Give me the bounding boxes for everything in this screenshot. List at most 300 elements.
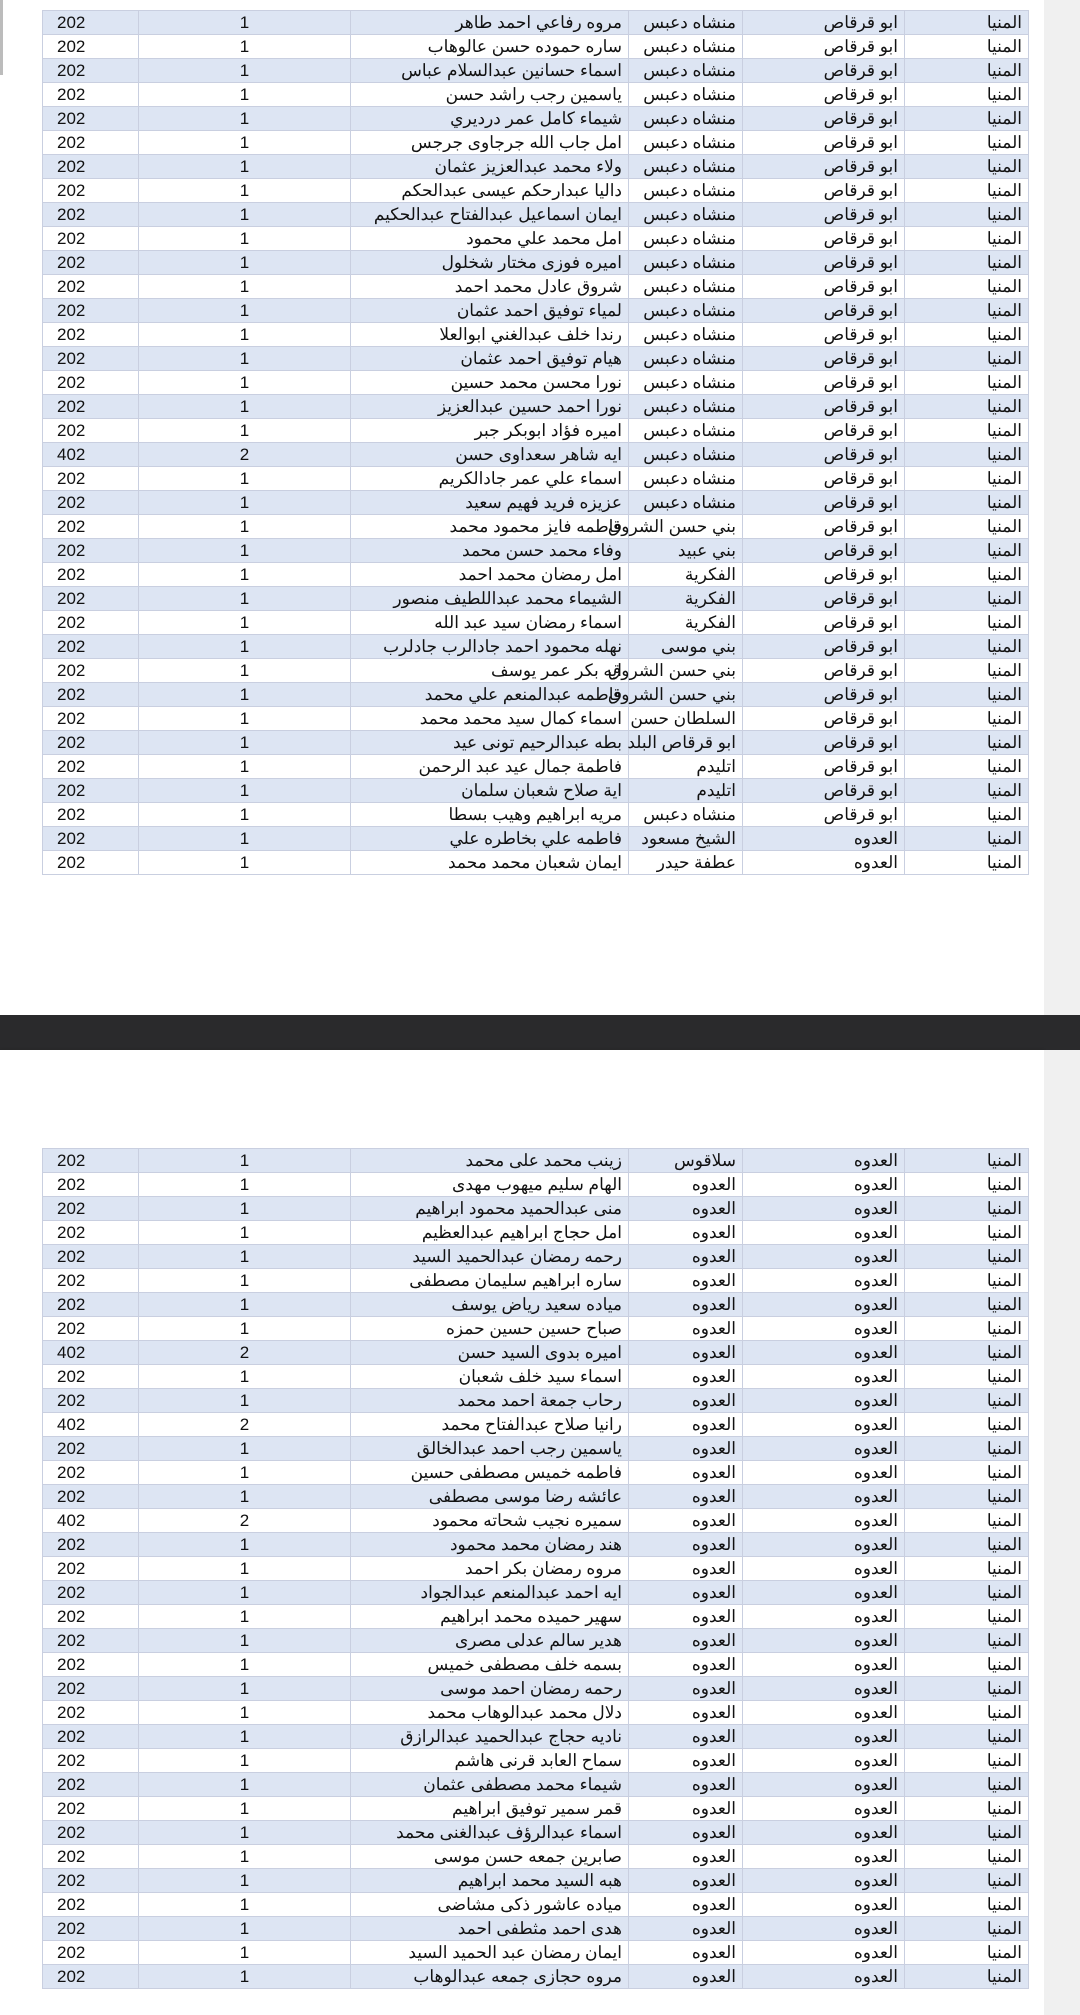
code-cell: 402 bbox=[43, 1509, 139, 1533]
governorate-cell: المنيا bbox=[905, 491, 1029, 515]
quantity-cell: 1 bbox=[139, 1533, 351, 1557]
quantity-cell: 1 bbox=[139, 755, 351, 779]
table-row bbox=[43, 491, 1029, 515]
village-cell: العدوه bbox=[629, 1629, 743, 1653]
quantity-cell: 1 bbox=[139, 1845, 351, 1869]
code-cell: 202 bbox=[43, 1677, 139, 1701]
center-cell: العدوه bbox=[743, 1677, 905, 1701]
code-cell: 202 bbox=[43, 275, 139, 299]
center-cell: العدوه bbox=[743, 1893, 905, 1917]
center-cell: ابو قرقاص bbox=[743, 419, 905, 443]
center-cell: ابو قرقاص bbox=[743, 179, 905, 203]
village-cell: العدوه bbox=[629, 1941, 743, 1965]
governorate-cell: المنيا bbox=[905, 1749, 1029, 1773]
name-cell: فاطمه خميس مصطفى حسين bbox=[351, 1461, 629, 1485]
name-cell: امل جاب الله جرجاوى جرجس bbox=[351, 131, 629, 155]
table-row bbox=[43, 1149, 1029, 1173]
quantity-cell: 1 bbox=[139, 1605, 351, 1629]
governorate-cell: المنيا bbox=[905, 1509, 1029, 1533]
village-cell: العدوه bbox=[629, 1509, 743, 1533]
quantity-cell: 1 bbox=[139, 1149, 351, 1173]
table-row bbox=[43, 203, 1029, 227]
village-cell: العدوه bbox=[629, 1581, 743, 1605]
center-cell: ابو قرقاص bbox=[743, 299, 905, 323]
village-cell: العدوه bbox=[629, 1437, 743, 1461]
code-cell: 202 bbox=[43, 1557, 139, 1581]
code-cell: 202 bbox=[43, 395, 139, 419]
code-cell: 202 bbox=[43, 1485, 139, 1509]
name-cell: رانيا صلاح عبدالفتاح محمد bbox=[351, 1413, 629, 1437]
village-cell: العدوه bbox=[629, 1293, 743, 1317]
table-row bbox=[43, 1197, 1029, 1221]
code-cell: 202 bbox=[43, 731, 139, 755]
center-cell: العدوه bbox=[743, 1293, 905, 1317]
name-cell: وفاء محمد حسن محمد bbox=[351, 539, 629, 563]
village-cell: العدوه bbox=[629, 1557, 743, 1581]
quantity-cell: 1 bbox=[139, 1725, 351, 1749]
quantity-cell: 1 bbox=[139, 731, 351, 755]
village-cell: عطفة حيدر bbox=[629, 851, 743, 875]
governorate-cell: المنيا bbox=[905, 1917, 1029, 1941]
governorate-cell: المنيا bbox=[905, 515, 1029, 539]
name-cell: شيماء كامل عمر درديري bbox=[351, 107, 629, 131]
table-row bbox=[43, 1341, 1029, 1365]
code-cell: 202 bbox=[43, 539, 139, 563]
governorate-cell: المنيا bbox=[905, 1341, 1029, 1365]
quantity-cell: 1 bbox=[139, 1581, 351, 1605]
table-row bbox=[43, 1509, 1029, 1533]
table-row bbox=[43, 227, 1029, 251]
code-cell: 202 bbox=[43, 611, 139, 635]
code-cell: 202 bbox=[43, 1173, 139, 1197]
table-row bbox=[43, 1581, 1029, 1605]
quantity-cell: 1 bbox=[139, 1917, 351, 1941]
table-row bbox=[43, 659, 1029, 683]
table-row bbox=[43, 1629, 1029, 1653]
governorate-cell: المنيا bbox=[905, 1437, 1029, 1461]
name-cell: مياده عاشور ذكى مشاضى bbox=[351, 1893, 629, 1917]
name-cell: بسمه خلف مصطفى خميس bbox=[351, 1653, 629, 1677]
village-cell: منشاه دعبس bbox=[629, 35, 743, 59]
center-cell: ابو قرقاص bbox=[743, 227, 905, 251]
quantity-cell: 1 bbox=[139, 59, 351, 83]
table-row bbox=[43, 755, 1029, 779]
village-cell: العدوه bbox=[629, 1461, 743, 1485]
name-cell: ايه شاهر سعداوى حسن bbox=[351, 443, 629, 467]
quantity-cell: 1 bbox=[139, 1173, 351, 1197]
governorate-cell: المنيا bbox=[905, 1701, 1029, 1725]
code-cell: 202 bbox=[43, 1269, 139, 1293]
center-cell: ابو قرقاص bbox=[743, 659, 905, 683]
table-row bbox=[43, 1389, 1029, 1413]
name-cell: الهام سليم ميهوب مهدى bbox=[351, 1173, 629, 1197]
code-cell: 202 bbox=[43, 779, 139, 803]
village-cell: العدوه bbox=[629, 1797, 743, 1821]
center-cell: ابو قرقاص bbox=[743, 467, 905, 491]
governorate-cell: المنيا bbox=[905, 203, 1029, 227]
table-row bbox=[43, 1701, 1029, 1725]
code-cell: 202 bbox=[43, 635, 139, 659]
village-cell: منشاه دعبس bbox=[629, 83, 743, 107]
village-cell: منشاه دعبس bbox=[629, 323, 743, 347]
table-row bbox=[43, 1557, 1029, 1581]
center-cell: العدوه bbox=[743, 1149, 905, 1173]
village-cell: العدوه bbox=[629, 1173, 743, 1197]
center-cell: العدوه bbox=[743, 1605, 905, 1629]
center-cell: ابو قرقاص bbox=[743, 491, 905, 515]
quantity-cell: 2 bbox=[139, 1413, 351, 1437]
table-row bbox=[43, 59, 1029, 83]
name-cell: امل محمد علي محمود bbox=[351, 227, 629, 251]
quantity-cell: 1 bbox=[139, 539, 351, 563]
name-cell: رحمه رمضان احمد موسى bbox=[351, 1677, 629, 1701]
center-cell: ابو قرقاص bbox=[743, 611, 905, 635]
village-cell: العدوه bbox=[629, 1317, 743, 1341]
governorate-cell: المنيا bbox=[905, 635, 1029, 659]
code-cell: 202 bbox=[43, 467, 139, 491]
governorate-cell: المنيا bbox=[905, 155, 1029, 179]
governorate-cell: المنيا bbox=[905, 1869, 1029, 1893]
name-cell: فاطمه فايز محمود محمد bbox=[351, 515, 629, 539]
center-cell: ابو قرقاص bbox=[743, 59, 905, 83]
center-cell: العدوه bbox=[743, 1341, 905, 1365]
governorate-cell: المنيا bbox=[905, 1893, 1029, 1917]
village-cell: منشاه دعبس bbox=[629, 371, 743, 395]
code-cell: 202 bbox=[43, 491, 139, 515]
name-cell: شروق عادل محمد احمد bbox=[351, 275, 629, 299]
code-cell: 202 bbox=[43, 803, 139, 827]
quantity-cell: 2 bbox=[139, 1509, 351, 1533]
quantity-cell: 1 bbox=[139, 1869, 351, 1893]
quantity-cell: 1 bbox=[139, 827, 351, 851]
name-cell: نورا احمد حسين عبدالعزيز bbox=[351, 395, 629, 419]
name-cell: ياسمين رجب احمد عبدالخالق bbox=[351, 1437, 629, 1461]
governorate-cell: المنيا bbox=[905, 371, 1029, 395]
code-cell: 202 bbox=[43, 1629, 139, 1653]
center-cell: العدوه bbox=[743, 1917, 905, 1941]
center-cell: ابو قرقاص bbox=[743, 587, 905, 611]
governorate-cell: المنيا bbox=[905, 587, 1029, 611]
quantity-cell: 1 bbox=[139, 779, 351, 803]
village-cell: العدوه bbox=[629, 1413, 743, 1437]
table-row bbox=[43, 1845, 1029, 1869]
village-cell: العدوه bbox=[629, 1605, 743, 1629]
code-cell: 202 bbox=[43, 707, 139, 731]
table-row bbox=[43, 11, 1029, 35]
beneficiary-table-page-2 bbox=[42, 1148, 1029, 1989]
center-cell: العدوه bbox=[743, 1701, 905, 1725]
code-cell: 202 bbox=[43, 227, 139, 251]
code-cell: 202 bbox=[43, 1605, 139, 1629]
code-cell: 202 bbox=[43, 419, 139, 443]
governorate-cell: المنيا bbox=[905, 35, 1029, 59]
quantity-cell: 1 bbox=[139, 1365, 351, 1389]
name-cell: هبه السيد محمد ابراهيم bbox=[351, 1869, 629, 1893]
table-row bbox=[43, 1797, 1029, 1821]
quantity-cell: 1 bbox=[139, 1461, 351, 1485]
governorate-cell: المنيا bbox=[905, 251, 1029, 275]
table-row bbox=[43, 539, 1029, 563]
village-cell: العدوه bbox=[629, 1389, 743, 1413]
name-cell: سماح العابد قرنى هاشم bbox=[351, 1749, 629, 1773]
page-separator bbox=[0, 1015, 1080, 1050]
quantity-cell: 1 bbox=[139, 491, 351, 515]
center-cell: العدوه bbox=[743, 1317, 905, 1341]
village-cell: العدوه bbox=[629, 1773, 743, 1797]
governorate-cell: المنيا bbox=[905, 83, 1029, 107]
center-cell: العدوه bbox=[743, 1365, 905, 1389]
name-cell: بطه عبدالرحيم تونى عيد bbox=[351, 731, 629, 755]
quantity-cell: 1 bbox=[139, 347, 351, 371]
village-cell: منشاه دعبس bbox=[629, 227, 743, 251]
quantity-cell: 1 bbox=[139, 635, 351, 659]
governorate-cell: المنيا bbox=[905, 803, 1029, 827]
name-cell: اسماء عبدالرؤف عبدالغنى محمد bbox=[351, 1821, 629, 1845]
governorate-cell: المنيا bbox=[905, 227, 1029, 251]
village-cell: العدوه bbox=[629, 1197, 743, 1221]
governorate-cell: المنيا bbox=[905, 659, 1029, 683]
governorate-cell: المنيا bbox=[905, 1725, 1029, 1749]
quantity-cell: 1 bbox=[139, 611, 351, 635]
quantity-cell: 1 bbox=[139, 1653, 351, 1677]
village-cell: منشاه دعبس bbox=[629, 299, 743, 323]
name-cell: الشيماء محمد عبداللطيف منصور bbox=[351, 587, 629, 611]
quantity-cell: 1 bbox=[139, 251, 351, 275]
name-cell: ايمان اسماعيل عبدالفتاح عبدالحكيم bbox=[351, 203, 629, 227]
quantity-cell: 1 bbox=[139, 1437, 351, 1461]
code-cell: 202 bbox=[43, 1197, 139, 1221]
code-cell: 202 bbox=[43, 1365, 139, 1389]
center-cell: العدوه bbox=[743, 827, 905, 851]
governorate-cell: المنيا bbox=[905, 107, 1029, 131]
name-cell: رندا خلف عبدالغني ابوالعلا bbox=[351, 323, 629, 347]
governorate-cell: المنيا bbox=[905, 179, 1029, 203]
village-cell: العدوه bbox=[629, 1341, 743, 1365]
code-cell: 202 bbox=[43, 155, 139, 179]
village-cell: بني موسى bbox=[629, 635, 743, 659]
center-cell: العدوه bbox=[743, 1485, 905, 1509]
table-row bbox=[43, 1461, 1029, 1485]
center-cell: العدوه bbox=[743, 1821, 905, 1845]
code-cell: 202 bbox=[43, 683, 139, 707]
quantity-cell: 1 bbox=[139, 1557, 351, 1581]
quantity-cell: 1 bbox=[139, 1317, 351, 1341]
village-cell: بني عبيد bbox=[629, 539, 743, 563]
center-cell: ابو قرقاص bbox=[743, 275, 905, 299]
table-row bbox=[43, 635, 1029, 659]
governorate-cell: المنيا bbox=[905, 299, 1029, 323]
code-cell: 202 bbox=[43, 299, 139, 323]
table-row bbox=[43, 443, 1029, 467]
governorate-cell: المنيا bbox=[905, 683, 1029, 707]
governorate-cell: المنيا bbox=[905, 1293, 1029, 1317]
governorate-cell: المنيا bbox=[905, 443, 1029, 467]
village-cell: العدوه bbox=[629, 1749, 743, 1773]
code-cell: 202 bbox=[43, 1917, 139, 1941]
village-cell: منشاه دعبس bbox=[629, 275, 743, 299]
quantity-cell: 1 bbox=[139, 1245, 351, 1269]
table-row bbox=[43, 1173, 1029, 1197]
governorate-cell: المنيا bbox=[905, 1581, 1029, 1605]
center-cell: ابو قرقاص bbox=[743, 11, 905, 35]
quantity-cell: 1 bbox=[139, 1485, 351, 1509]
governorate-cell: المنيا bbox=[905, 1245, 1029, 1269]
governorate-cell: المنيا bbox=[905, 1677, 1029, 1701]
center-cell: ابو قرقاص bbox=[743, 323, 905, 347]
code-cell: 202 bbox=[43, 515, 139, 539]
name-cell: ايه بكر عمر يوسف bbox=[351, 659, 629, 683]
name-cell: ساره حموده حسن عالوهاب bbox=[351, 35, 629, 59]
code-cell: 202 bbox=[43, 851, 139, 875]
table-row bbox=[43, 1317, 1029, 1341]
code-cell: 202 bbox=[43, 347, 139, 371]
village-cell: منشاه دعبس bbox=[629, 59, 743, 83]
table-row bbox=[43, 83, 1029, 107]
quantity-cell: 1 bbox=[139, 83, 351, 107]
name-cell: عائشه رضا موسى مصطفى bbox=[351, 1485, 629, 1509]
code-cell: 202 bbox=[43, 107, 139, 131]
code-cell: 202 bbox=[43, 563, 139, 587]
governorate-cell: المنيا bbox=[905, 1557, 1029, 1581]
quantity-cell: 1 bbox=[139, 1221, 351, 1245]
center-cell: ابو قرقاص bbox=[743, 563, 905, 587]
name-cell: رحمه رمضان عبدالحميد السيد bbox=[351, 1245, 629, 1269]
code-cell: 202 bbox=[43, 1389, 139, 1413]
village-cell: منشاه دعبس bbox=[629, 347, 743, 371]
center-cell: العدوه bbox=[743, 1245, 905, 1269]
governorate-cell: المنيا bbox=[905, 1485, 1029, 1509]
quantity-cell: 1 bbox=[139, 299, 351, 323]
table-row bbox=[43, 131, 1029, 155]
name-cell: دلال محمد عبدالوهاب محمد bbox=[351, 1701, 629, 1725]
village-cell: منشاه دعبس bbox=[629, 251, 743, 275]
table-row bbox=[43, 395, 1029, 419]
code-cell: 202 bbox=[43, 1293, 139, 1317]
scroll-edge bbox=[0, 0, 3, 75]
name-cell: اية صلاح شعبان سلمان bbox=[351, 779, 629, 803]
name-cell: ياسمين رجب راشد حسن bbox=[351, 83, 629, 107]
table-row bbox=[43, 251, 1029, 275]
center-cell: العدوه bbox=[743, 1533, 905, 1557]
name-cell: منى عبدالحميد محمود ابراهيم bbox=[351, 1197, 629, 1221]
village-cell: العدوه bbox=[629, 1533, 743, 1557]
village-cell: ابو قرقاص البلد bbox=[629, 731, 743, 755]
village-cell: العدوه bbox=[629, 1965, 743, 1989]
code-cell: 202 bbox=[43, 1941, 139, 1965]
quantity-cell: 1 bbox=[139, 1893, 351, 1917]
village-cell: العدوه bbox=[629, 1725, 743, 1749]
code-cell: 202 bbox=[43, 1533, 139, 1557]
village-cell: العدوه bbox=[629, 1845, 743, 1869]
center-cell: ابو قرقاص bbox=[743, 347, 905, 371]
code-cell: 202 bbox=[43, 1965, 139, 1989]
table-row bbox=[43, 587, 1029, 611]
name-cell: رحاب جمعة احمد محمد bbox=[351, 1389, 629, 1413]
code-cell: 202 bbox=[43, 1581, 139, 1605]
village-cell: الفكرية bbox=[629, 563, 743, 587]
center-cell: العدوه bbox=[743, 1869, 905, 1893]
table-row bbox=[43, 1941, 1029, 1965]
table-row bbox=[43, 707, 1029, 731]
code-cell: 202 bbox=[43, 1221, 139, 1245]
name-cell: امل رمضان محمد احمد bbox=[351, 563, 629, 587]
table-row bbox=[43, 1269, 1029, 1293]
quantity-cell: 1 bbox=[139, 1749, 351, 1773]
village-cell: سلاقوس bbox=[629, 1149, 743, 1173]
code-cell: 202 bbox=[43, 587, 139, 611]
village-cell: منشاه دعبس bbox=[629, 107, 743, 131]
governorate-cell: المنيا bbox=[905, 1845, 1029, 1869]
village-cell: منشاه دعبس bbox=[629, 155, 743, 179]
table-row bbox=[43, 1533, 1029, 1557]
table-row bbox=[43, 683, 1029, 707]
table-row bbox=[43, 155, 1029, 179]
governorate-cell: المنيا bbox=[905, 323, 1029, 347]
name-cell: فاطمه عبدالمنعم علي محمد bbox=[351, 683, 629, 707]
governorate-cell: المنيا bbox=[905, 467, 1029, 491]
quantity-cell: 1 bbox=[139, 587, 351, 611]
quantity-cell: 1 bbox=[139, 1389, 351, 1413]
code-cell: 202 bbox=[43, 1845, 139, 1869]
governorate-cell: المنيا bbox=[905, 1173, 1029, 1197]
table-row bbox=[43, 1773, 1029, 1797]
name-cell: شيماء محمد مصطفى عثمان bbox=[351, 1773, 629, 1797]
code-cell: 202 bbox=[43, 59, 139, 83]
governorate-cell: المنيا bbox=[905, 1365, 1029, 1389]
governorate-cell: المنيا bbox=[905, 1605, 1029, 1629]
table-row bbox=[43, 1869, 1029, 1893]
quantity-cell: 1 bbox=[139, 203, 351, 227]
table-row bbox=[43, 1917, 1029, 1941]
table-row bbox=[43, 563, 1029, 587]
governorate-cell: المنيا bbox=[905, 1413, 1029, 1437]
quantity-cell: 2 bbox=[139, 443, 351, 467]
governorate-cell: المنيا bbox=[905, 1533, 1029, 1557]
governorate-cell: المنيا bbox=[905, 779, 1029, 803]
center-cell: العدوه bbox=[743, 1197, 905, 1221]
name-cell: صابرين جمعه حسن موسى bbox=[351, 1845, 629, 1869]
quantity-cell: 1 bbox=[139, 35, 351, 59]
name-cell: مياده سعيد رياض يوسف bbox=[351, 1293, 629, 1317]
code-cell: 202 bbox=[43, 1245, 139, 1269]
name-cell: اميره فوزى مختار شخلول bbox=[351, 251, 629, 275]
quantity-cell: 1 bbox=[139, 155, 351, 179]
code-cell: 202 bbox=[43, 131, 139, 155]
table-row bbox=[43, 515, 1029, 539]
quantity-cell: 1 bbox=[139, 1965, 351, 1989]
village-cell: الفكرية bbox=[629, 587, 743, 611]
governorate-cell: المنيا bbox=[905, 1149, 1029, 1173]
table-row bbox=[43, 1293, 1029, 1317]
village-cell: بني حسن الشروق bbox=[629, 659, 743, 683]
name-cell: مروه حجازى جمعه عبدالوهاب bbox=[351, 1965, 629, 1989]
table-row bbox=[43, 1965, 1029, 1989]
quantity-cell: 1 bbox=[139, 683, 351, 707]
table-row bbox=[43, 1245, 1029, 1269]
center-cell: العدوه bbox=[743, 851, 905, 875]
name-cell: سهير حميده محمد ابراهيم bbox=[351, 1605, 629, 1629]
village-cell: منشاه دعبس bbox=[629, 395, 743, 419]
governorate-cell: المنيا bbox=[905, 1821, 1029, 1845]
village-cell: منشاه دعبس bbox=[629, 203, 743, 227]
center-cell: العدوه bbox=[743, 1965, 905, 1989]
village-cell: منشاه دعبس bbox=[629, 131, 743, 155]
governorate-cell: المنيا bbox=[905, 539, 1029, 563]
center-cell: ابو قرقاص bbox=[743, 35, 905, 59]
village-cell: العدوه bbox=[629, 1245, 743, 1269]
village-cell: منشاه دعبس bbox=[629, 11, 743, 35]
quantity-cell: 1 bbox=[139, 1629, 351, 1653]
